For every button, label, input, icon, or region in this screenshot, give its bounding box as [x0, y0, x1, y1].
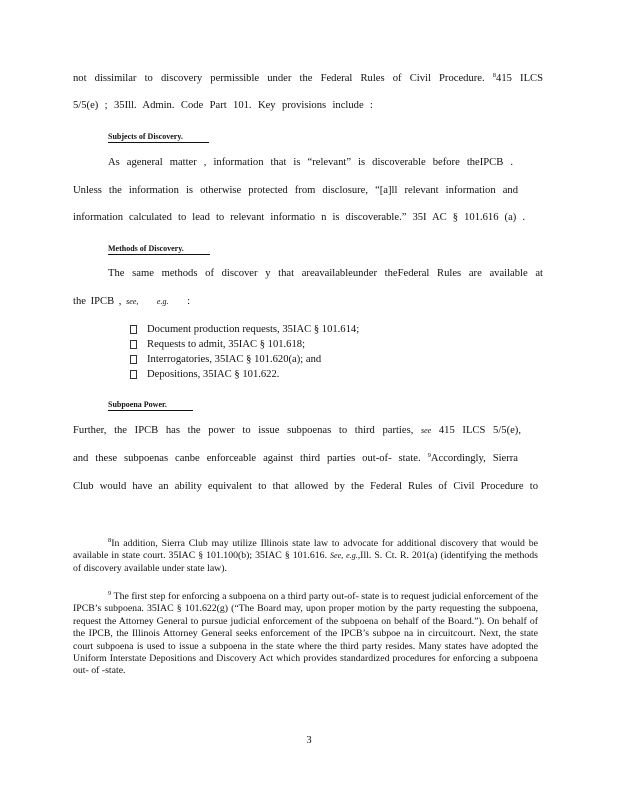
footnote-8: $^8$In addition, Sierra Club may utilize Illinois state law to advocate for additional discovery that would be available in state court. 35IAC § 101.100(b); 35IAC § 101.616. See, e.g.,Ill. S. Ct. R. 201(a) (identifying the methods of discovery available under state law). [73, 537, 538, 574]
bullet-box-icon [130, 325, 137, 334]
body-line-2: 5/5(e) ; 35Ill. Admin. Code Part 101. Key provisions include : [73, 100, 373, 111]
footnote-9: $^9$ The first step for enforcing a subpoena on a third party out-of- state is to request judicial enforcement of the IPCB’s subpoena. 35IAC § 101.622(g) (“The Board may, upon proper motion by the party requesting the subpoena, request the Attorney General to pursue judicial enforcement of the subpoena on behalf of the Board.”). On behalf of the IPCB, the Illinois Attorney General seeks enforcement of the IPCB’s subpoe na in circuitcourt. Next, the state court subpoena is used to issue a subpoena in the state where the third party resides. Many states have adopted the Uniform Interstate Depositions and Discovery Act which provides standardized procedures for enforcing a subpoena out- of -state. [73, 590, 538, 677]
body-line-7: the IPCB , see, e.g. : [73, 296, 191, 307]
heading-methods-of-discovery: Methods of Discovery. [108, 244, 210, 255]
list-item: Interrogatories, 35IAC § 101.620(a); and [130, 352, 359, 367]
list-item: Document production requests, 35IAC § 101.614; [130, 322, 359, 337]
body-line-10: Club would have an ability equivalent to that allowed by the Federal Rules of Civil Procedure to [73, 481, 538, 492]
body-line-1: not dissimilar to discovery permissible under the Federal Rules of Civil Procedure. $^8$415 ILCS [73, 72, 543, 84]
bullet-box-icon [130, 355, 137, 364]
body-line-5: information calculated to lead to relevant informatio n is discoverable.” 35I AC § 101.616 (a) . [73, 212, 525, 223]
bullet-box-icon [130, 370, 137, 379]
heading-subpoena-power: Subpoena Power. [108, 400, 193, 411]
body-line-4: Unless the information is otherwise protected from disclosure, “[a]ll relevant information and [73, 185, 518, 196]
body-line-9: and these subpoenas canbe enforceable against third parties out-of- state. $^9$Accordingly, Sierra [73, 452, 519, 464]
body-line-8: Further, the IPCB has the power to issue subpoenas to third parties, see 415 ILCS 5/5(e), [73, 425, 521, 436]
list-item: Depositions, 35IAC § 101.622. [130, 367, 359, 382]
bullet-box-icon [130, 340, 137, 349]
body-line-3: As ageneral matter , information that is “relevant” is discoverable before theIPCB . [108, 157, 513, 168]
list-item: Requests to admit, 35IAC § 101.618; [130, 337, 359, 352]
discovery-methods-list [130, 322, 359, 382]
page-number: 3 [306, 735, 312, 746]
heading-subjects-of-discovery: Subjects of Discovery. [108, 132, 209, 143]
body-line-6: The same methods of discover y that areavailableunder theFederal Rules are available at [108, 268, 543, 279]
